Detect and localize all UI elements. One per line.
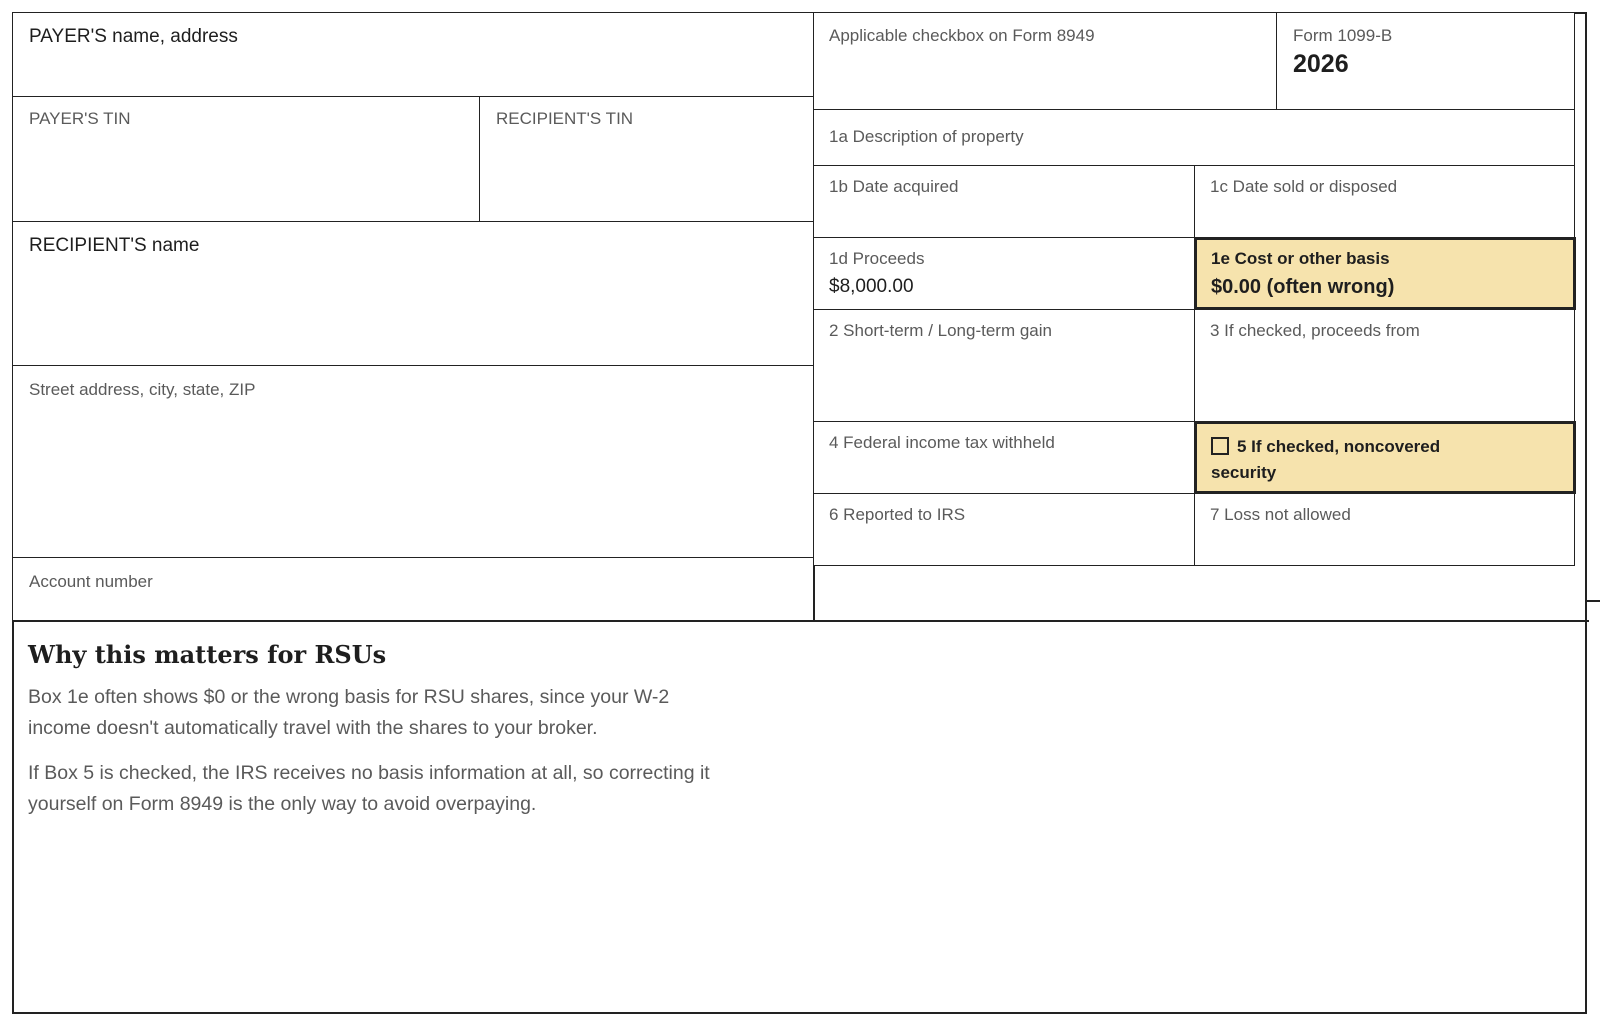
box-1d [813,237,1195,310]
box-1b [813,165,1195,238]
box-7 [1194,493,1575,566]
payer-name-address-box [12,12,814,97]
tax-year: 2026 [1293,50,1349,78]
box-3 [1194,309,1575,422]
note-paragraph-2: If Box 5 is checked, the IRS receives no basis information at all, so correcting it yourself on Form 8949 is the only way to avoid overpaying. [28,762,710,815]
payer-tin-label: PAYER'S TIN [29,109,131,128]
box-1b-label: 1b Date acquired [829,177,959,196]
form8949-checkbox-label: Applicable checkbox on Form 8949 [829,26,1095,45]
box-3-label: 3 If checked, proceeds from [1210,321,1420,340]
box-5-label: 5 If checked, noncovered [1237,437,1441,456]
box-1a [813,109,1575,166]
box-1e-value: $0.00 (often wrong) [1211,276,1395,298]
payer-tin-box [12,96,480,222]
recipient-tin-box [479,96,814,222]
recipient-address-box [12,365,814,558]
form8949-checkbox-box [813,12,1277,110]
account-number-box [12,557,814,622]
box-6-label: 6 Reported to IRS [829,505,966,524]
recipient-address-label: Street address, city, state, ZIP [29,380,256,399]
box-2 [813,309,1195,422]
box-1a-label: 1a Description of property [829,127,1024,146]
box-5 [1194,421,1576,494]
form-id-box [1276,12,1575,110]
payer-name-address-label: PAYER'S name, address [29,26,238,47]
box-6 [813,493,1195,566]
recipient-name-label: RECIPIENT'S name [29,235,200,256]
box-1d-label: 1d Proceeds [829,249,925,268]
note-paragraph-1: Box 1e often shows $0 or the wrong basis for RSU shares, since your W-2 income doesn't automatically travel with the shares to your broker. [28,686,670,739]
right-column-divider [813,565,815,622]
recipient-tin-label: RECIPIENT'S TIN [496,109,634,128]
box-1c-label: 1c Date sold or disposed [1210,177,1398,196]
box-2-label: 2 Short-term / Long-term gain [829,321,1052,340]
box-5-checkbox[interactable] [1211,437,1229,455]
note-heading: Why this matters for RSUs [28,640,387,669]
box-5-label-line2: security [1211,463,1277,482]
recipient-name-box [12,221,814,366]
form-name-label: Form 1099-B [1293,26,1393,45]
box-1e-label: 1e Cost or other basis [1211,249,1390,268]
right-edge-line [1587,600,1600,602]
section-divider [12,620,1589,622]
box-5-label-line1 [1211,437,1440,457]
box-4-label: 4 Federal income tax withheld [829,433,1055,452]
box-7-label: 7 Loss not allowed [1210,505,1351,524]
box-4 [813,421,1195,494]
account-number-label: Account number [29,572,153,591]
box-1c [1194,165,1575,238]
box-1d-value: $8,000.00 [829,276,914,297]
box-1e [1194,237,1576,310]
